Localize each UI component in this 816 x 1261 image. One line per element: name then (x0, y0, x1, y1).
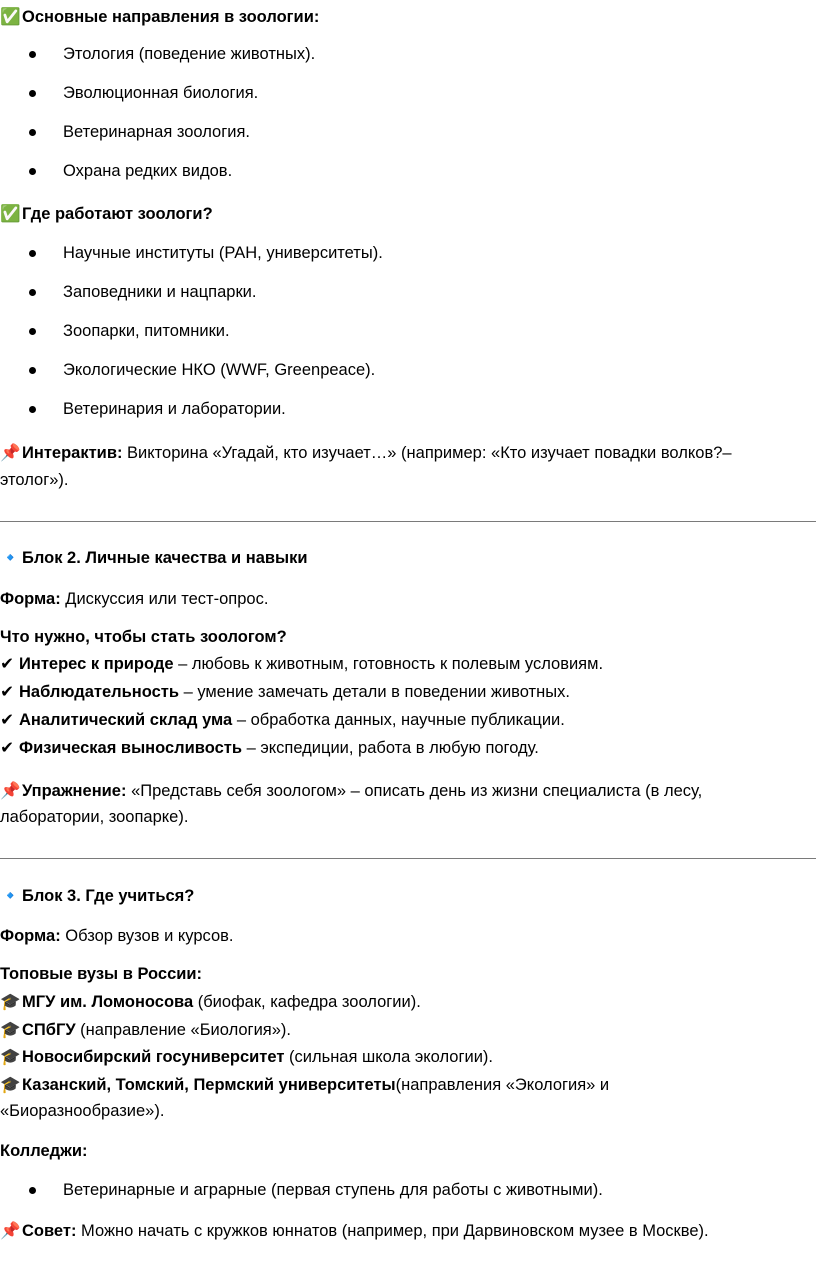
list-item: Заповедники и нацпарки. (63, 283, 257, 301)
university-item (0, 1074, 609, 1096)
block2-form (0, 588, 268, 610)
work-heading (0, 203, 213, 225)
university-text: (сильная школа экологии). (284, 1048, 494, 1066)
block3-form (0, 925, 233, 947)
divider (0, 521, 816, 522)
quality-name: Аналитический склад ума (19, 711, 233, 729)
block2-question (0, 626, 287, 648)
university-item (0, 991, 421, 1013)
blue-diamond-icon: 🔹 (0, 886, 21, 905)
quality-text: – экспедиции, работа в любую погоду. (241, 739, 539, 757)
university-name: СПбГУ (22, 1021, 76, 1039)
form-label: Форма: (0, 927, 61, 945)
university-name: МГУ им. Ломоносова (22, 993, 194, 1011)
check-icon: ✅ (0, 204, 21, 223)
quality-item (0, 737, 539, 759)
quality-text: – умение замечать детали в поведении животных. (179, 683, 570, 701)
directions-heading (0, 6, 319, 28)
work-title: Где работают зоологи? (22, 205, 213, 223)
list-item: Охрана редких видов. (63, 162, 233, 180)
check-mark-icon: ✔ (0, 654, 14, 673)
quality-item (0, 653, 603, 675)
university-name: Новосибирский госуниверситет (22, 1048, 285, 1066)
exercise-line-2: лаборатории, зоопарке). (0, 808, 189, 826)
top-universities-title: Топовые вузы в России: (0, 965, 203, 983)
form-label: Форма: (0, 590, 61, 608)
colleges-heading (0, 1140, 87, 1162)
pushpin-icon: 📌 (0, 781, 21, 800)
quality-name: Интерес к природе (19, 655, 174, 673)
graduation-cap-icon: 🎓 (0, 1075, 21, 1094)
block3-title: Блок 3. Где учиться? (22, 887, 195, 905)
quality-text: – любовь к животным, готовность к полевым условиям. (173, 655, 604, 673)
check-mark-icon: ✔ (0, 682, 14, 701)
list-item: Научные институты (РАН, университеты). (63, 244, 383, 262)
quality-name: Наблюдательность (19, 683, 179, 701)
check-mark-icon: ✔ (0, 710, 14, 729)
question-text: Что нужно, чтобы стать зоологом? (0, 628, 287, 646)
bullet (29, 406, 36, 413)
bullet (29, 90, 36, 97)
list-item: Этология (поведение животных). (63, 45, 316, 63)
form-text: Обзор вузов и курсов. (60, 927, 234, 945)
list-item: Ветеринарные и аграрные (первая ступень для работы с животными). (63, 1181, 603, 1199)
list-item: Экологические НКО (WWF, Greenpeace). (63, 361, 376, 379)
pushpin-icon: 📌 (0, 1221, 21, 1240)
blue-diamond-icon: 🔹 (0, 548, 21, 567)
list-item: Ветеринария и лаборатории. (63, 400, 286, 418)
graduation-cap-icon: 🎓 (0, 1047, 21, 1066)
bullet (29, 129, 36, 136)
quality-name: Физическая выносливость (19, 739, 242, 757)
interactive-text: Викторина «Угадай, кто изучает…» (например: «Кто изучает повадки волков?– (122, 444, 732, 462)
top-universities-heading (0, 963, 202, 985)
quality-text: – обработка данных, научные публикации. (232, 711, 565, 729)
colleges-title: Колледжи: (0, 1142, 88, 1160)
university-name: Казанский, Томский, Пермский университеты (22, 1076, 396, 1094)
check-icon: ✅ (0, 7, 21, 26)
list-item: Зоопарки, питомники. (63, 322, 230, 340)
block2-heading (0, 547, 308, 569)
tip-label: Совет: (22, 1222, 77, 1240)
pushpin-icon: 📌 (0, 443, 21, 462)
bullet (29, 1187, 36, 1194)
interactive-label: Интерактив: (22, 444, 123, 462)
bullet (29, 250, 36, 257)
bullet (29, 289, 36, 296)
bullet (29, 367, 36, 374)
tip-text: Можно начать с кружков юннатов (например, при Дарвиновском музее в Москве). (76, 1222, 709, 1240)
graduation-cap-icon: 🎓 (0, 992, 21, 1011)
university-item (0, 1019, 291, 1041)
university-text: (биофак, кафедра зоологии). (193, 993, 421, 1011)
block3-heading (0, 885, 194, 907)
list-item: Ветеринарная зоология. (63, 123, 250, 141)
interactive-line-2: этолог»). (0, 471, 69, 489)
divider (0, 858, 816, 859)
bullet (29, 168, 36, 175)
form-text: Дискуссия или тест-опрос. (60, 590, 269, 608)
bullet (29, 328, 36, 335)
check-mark-icon: ✔ (0, 738, 14, 757)
university-text: (направления «Экология» и (395, 1076, 610, 1094)
quality-item (0, 709, 565, 731)
university-text: (направление «Биология»). (75, 1021, 291, 1039)
exercise-line-1 (0, 780, 702, 802)
graduation-cap-icon: 🎓 (0, 1020, 21, 1039)
university-item (0, 1046, 493, 1068)
university-item-continued: «Биоразнообразие»). (0, 1102, 165, 1120)
exercise-text: «Представь себя зоологом» – описать день из жизни специалиста (в лесу, (126, 782, 703, 800)
interactive-line-1 (0, 442, 732, 464)
bullet (29, 51, 36, 58)
quality-item (0, 681, 570, 703)
list-item: Эволюционная биология. (63, 84, 259, 102)
block2-title: Блок 2. Личные качества и навыки (22, 549, 308, 567)
exercise-label: Упражнение: (22, 782, 127, 800)
directions-title: Основные направления в зоологии: (22, 8, 320, 26)
tip-line (0, 1220, 709, 1242)
